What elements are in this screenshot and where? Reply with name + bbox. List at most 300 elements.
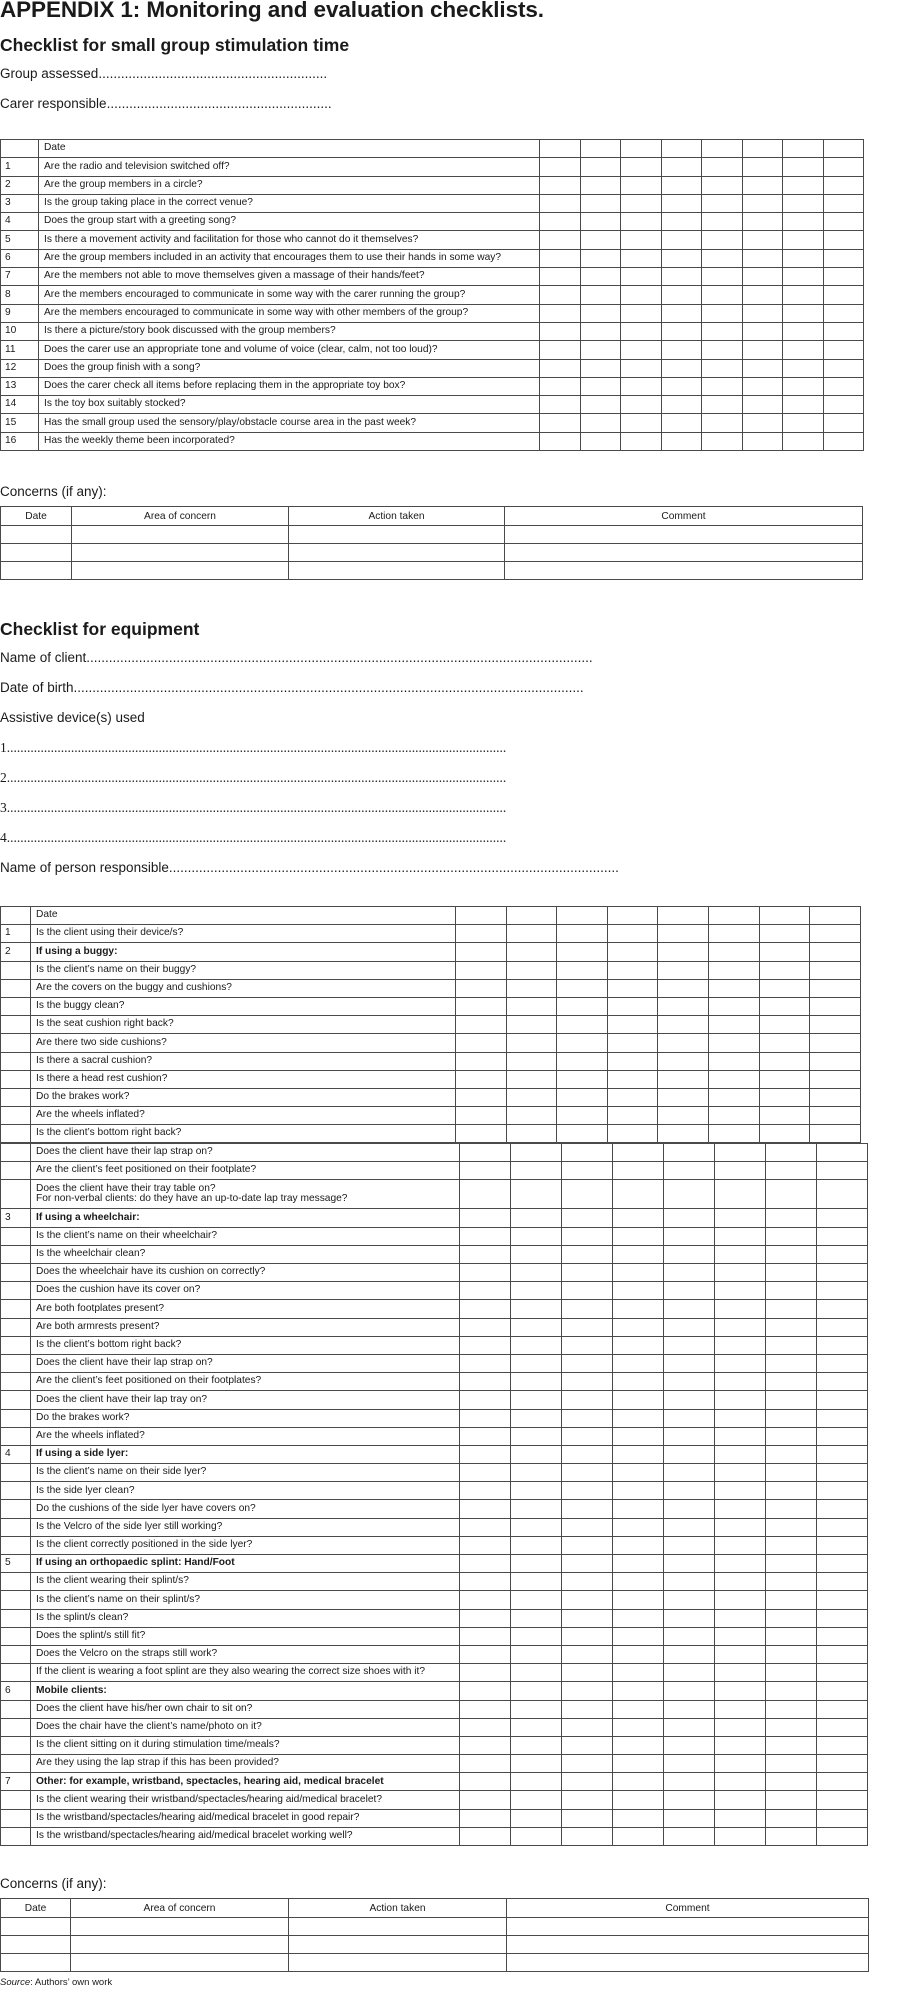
check-cell[interactable] <box>613 1809 664 1827</box>
check-cell[interactable] <box>664 1445 715 1463</box>
check-cell[interactable] <box>613 1209 664 1227</box>
date-cell[interactable] <box>621 140 662 158</box>
check-cell[interactable] <box>702 194 743 212</box>
check-cell[interactable] <box>460 1791 511 1809</box>
field-blank[interactable]: .................................................................................................................................................... <box>6 830 507 845</box>
check-cell[interactable] <box>456 943 507 961</box>
check-cell[interactable] <box>621 286 662 304</box>
check-cell[interactable] <box>783 249 824 267</box>
check-cell[interactable] <box>613 1755 664 1773</box>
check-cell[interactable] <box>580 249 621 267</box>
check-cell[interactable] <box>658 1088 709 1106</box>
check-cell[interactable] <box>702 158 743 176</box>
check-cell[interactable] <box>511 1573 562 1591</box>
concerns-cell-area[interactable] <box>71 1954 289 1972</box>
check-cell[interactable] <box>664 1573 715 1591</box>
check-cell[interactable] <box>580 213 621 231</box>
check-cell[interactable] <box>759 1088 810 1106</box>
field-blank[interactable]: .................................................................................................................................................... <box>6 740 507 755</box>
date-cell[interactable] <box>783 140 824 158</box>
check-cell[interactable] <box>715 1809 766 1827</box>
check-cell[interactable] <box>715 1791 766 1809</box>
check-cell[interactable] <box>715 1245 766 1263</box>
check-cell[interactable] <box>661 396 702 414</box>
check-cell[interactable] <box>460 1718 511 1736</box>
check-cell[interactable] <box>613 1536 664 1554</box>
equipment-field[interactable] <box>0 830 506 846</box>
check-cell[interactable] <box>580 304 621 322</box>
check-cell[interactable] <box>702 176 743 194</box>
check-cell[interactable] <box>506 943 557 961</box>
check-cell[interactable] <box>817 1736 868 1754</box>
check-cell[interactable] <box>511 1409 562 1427</box>
check-cell[interactable] <box>460 1609 511 1627</box>
check-cell[interactable] <box>702 304 743 322</box>
check-cell[interactable] <box>562 1536 613 1554</box>
check-cell[interactable] <box>607 1107 658 1125</box>
check-cell[interactable] <box>817 1755 868 1773</box>
check-cell[interactable] <box>540 414 581 432</box>
check-cell[interactable] <box>562 1300 613 1318</box>
concerns-cell-comment[interactable] <box>505 526 863 544</box>
check-cell[interactable] <box>810 979 861 997</box>
check-cell[interactable] <box>456 925 507 943</box>
check-cell[interactable] <box>715 1609 766 1627</box>
check-cell[interactable] <box>661 304 702 322</box>
check-cell[interactable] <box>759 1107 810 1125</box>
check-cell[interactable] <box>664 1591 715 1609</box>
date-cell[interactable] <box>506 907 557 925</box>
check-cell[interactable] <box>702 286 743 304</box>
check-cell[interactable] <box>817 1162 868 1180</box>
check-cell[interactable] <box>715 1591 766 1609</box>
check-cell[interactable] <box>708 1088 759 1106</box>
check-cell[interactable] <box>759 961 810 979</box>
field-blank[interactable]: ............................................................ <box>106 96 332 111</box>
check-cell[interactable] <box>810 1052 861 1070</box>
check-cell[interactable] <box>511 1518 562 1536</box>
check-cell[interactable] <box>661 176 702 194</box>
check-cell[interactable] <box>664 1373 715 1391</box>
check-cell[interactable] <box>664 1180 715 1209</box>
check-cell[interactable] <box>823 414 864 432</box>
check-cell[interactable] <box>823 432 864 450</box>
check-cell[interactable] <box>621 414 662 432</box>
check-cell[interactable] <box>511 1755 562 1773</box>
check-cell[interactable] <box>817 1427 868 1445</box>
check-cell[interactable] <box>766 1300 817 1318</box>
check-cell[interactable] <box>540 231 581 249</box>
check-cell[interactable] <box>562 1791 613 1809</box>
check-cell[interactable] <box>460 1809 511 1827</box>
check-cell[interactable] <box>817 1464 868 1482</box>
date-cell[interactable] <box>742 140 783 158</box>
check-cell[interactable] <box>759 943 810 961</box>
check-cell[interactable] <box>766 1427 817 1445</box>
check-cell[interactable] <box>708 1034 759 1052</box>
check-cell[interactable] <box>460 1573 511 1591</box>
check-cell[interactable] <box>511 1300 562 1318</box>
check-cell[interactable] <box>540 213 581 231</box>
check-cell[interactable] <box>823 359 864 377</box>
check-cell[interactable] <box>562 1354 613 1372</box>
check-cell[interactable] <box>817 1518 868 1536</box>
check-cell[interactable] <box>607 943 658 961</box>
check-cell[interactable] <box>557 943 608 961</box>
date-cell[interactable] <box>708 907 759 925</box>
check-cell[interactable] <box>613 1555 664 1573</box>
field-blank[interactable]: ........................................................................................................................................ <box>73 680 584 695</box>
check-cell[interactable] <box>817 1536 868 1554</box>
check-cell[interactable] <box>823 231 864 249</box>
check-cell[interactable] <box>664 1645 715 1663</box>
check-cell[interactable] <box>783 213 824 231</box>
check-cell[interactable] <box>562 1227 613 1245</box>
check-cell[interactable] <box>621 341 662 359</box>
check-cell[interactable] <box>817 1245 868 1263</box>
check-cell[interactable] <box>607 961 658 979</box>
check-cell[interactable] <box>562 1682 613 1700</box>
check-cell[interactable] <box>661 213 702 231</box>
check-cell[interactable] <box>557 1088 608 1106</box>
check-cell[interactable] <box>621 322 662 340</box>
check-cell[interactable] <box>810 961 861 979</box>
date-cell[interactable] <box>607 907 658 925</box>
check-cell[interactable] <box>742 194 783 212</box>
check-cell[interactable] <box>715 1827 766 1845</box>
check-cell[interactable] <box>664 1318 715 1336</box>
check-cell[interactable] <box>613 1264 664 1282</box>
check-cell[interactable] <box>783 341 824 359</box>
check-cell[interactable] <box>607 1125 658 1143</box>
check-cell[interactable] <box>766 1791 817 1809</box>
check-cell[interactable] <box>511 1318 562 1336</box>
check-cell[interactable] <box>621 304 662 322</box>
check-cell[interactable] <box>562 1264 613 1282</box>
check-cell[interactable] <box>742 231 783 249</box>
check-cell[interactable] <box>511 1162 562 1180</box>
check-cell[interactable] <box>708 1016 759 1034</box>
check-cell[interactable] <box>613 1664 664 1682</box>
check-cell[interactable] <box>540 194 581 212</box>
check-cell[interactable] <box>766 1627 817 1645</box>
check-cell[interactable] <box>562 1409 613 1427</box>
check-cell[interactable] <box>661 359 702 377</box>
check-cell[interactable] <box>557 1034 608 1052</box>
check-cell[interactable] <box>766 1536 817 1554</box>
date-cell[interactable] <box>456 907 507 925</box>
check-cell[interactable] <box>607 1052 658 1070</box>
check-cell[interactable] <box>715 1300 766 1318</box>
check-cell[interactable] <box>715 1500 766 1518</box>
check-cell[interactable] <box>783 176 824 194</box>
check-cell[interactable] <box>456 1070 507 1088</box>
check-cell[interactable] <box>715 1336 766 1354</box>
check-cell[interactable] <box>823 286 864 304</box>
check-cell[interactable] <box>456 997 507 1015</box>
check-cell[interactable] <box>613 1482 664 1500</box>
check-cell[interactable] <box>766 1354 817 1372</box>
check-cell[interactable] <box>702 396 743 414</box>
date-cell[interactable] <box>658 907 709 925</box>
check-cell[interactable] <box>456 979 507 997</box>
check-cell[interactable] <box>664 1627 715 1645</box>
check-cell[interactable] <box>766 1645 817 1663</box>
check-cell[interactable] <box>460 1409 511 1427</box>
check-cell[interactable] <box>460 1336 511 1354</box>
check-cell[interactable] <box>766 1336 817 1354</box>
check-cell[interactable] <box>562 1627 613 1645</box>
check-cell[interactable] <box>580 322 621 340</box>
check-cell[interactable] <box>613 1391 664 1409</box>
check-cell[interactable] <box>817 1354 868 1372</box>
check-cell[interactable] <box>506 997 557 1015</box>
check-cell[interactable] <box>506 1034 557 1052</box>
check-cell[interactable] <box>766 1664 817 1682</box>
check-cell[interactable] <box>540 432 581 450</box>
check-cell[interactable] <box>540 158 581 176</box>
check-cell[interactable] <box>511 1209 562 1227</box>
check-cell[interactable] <box>766 1180 817 1209</box>
check-cell[interactable] <box>810 943 861 961</box>
check-cell[interactable] <box>742 304 783 322</box>
check-cell[interactable] <box>742 213 783 231</box>
check-cell[interactable] <box>506 1088 557 1106</box>
check-cell[interactable] <box>664 1409 715 1427</box>
check-cell[interactable] <box>511 1427 562 1445</box>
check-cell[interactable] <box>460 1318 511 1336</box>
field-blank[interactable]: ............................................................. <box>98 66 328 81</box>
check-cell[interactable] <box>621 249 662 267</box>
check-cell[interactable] <box>661 194 702 212</box>
check-cell[interactable] <box>664 1791 715 1809</box>
check-cell[interactable] <box>613 1500 664 1518</box>
check-cell[interactable] <box>621 194 662 212</box>
check-cell[interactable] <box>742 286 783 304</box>
check-cell[interactable] <box>613 1827 664 1845</box>
check-cell[interactable] <box>511 1682 562 1700</box>
check-cell[interactable] <box>621 176 662 194</box>
check-cell[interactable] <box>621 213 662 231</box>
check-cell[interactable] <box>613 1573 664 1591</box>
check-cell[interactable] <box>511 1391 562 1409</box>
check-cell[interactable] <box>460 1445 511 1463</box>
check-cell[interactable] <box>607 979 658 997</box>
check-cell[interactable] <box>708 1107 759 1125</box>
check-cell[interactable] <box>817 1645 868 1663</box>
check-cell[interactable] <box>456 1034 507 1052</box>
equipment-field[interactable] <box>0 770 506 786</box>
check-cell[interactable] <box>823 341 864 359</box>
check-cell[interactable] <box>742 176 783 194</box>
check-cell[interactable] <box>511 1645 562 1663</box>
check-cell[interactable] <box>702 359 743 377</box>
check-cell[interactable] <box>664 1555 715 1573</box>
check-cell[interactable] <box>658 979 709 997</box>
check-cell[interactable] <box>810 1088 861 1106</box>
check-cell[interactable] <box>783 359 824 377</box>
check-cell[interactable] <box>759 979 810 997</box>
check-cell[interactable] <box>817 1373 868 1391</box>
check-cell[interactable] <box>766 1209 817 1227</box>
check-cell[interactable] <box>511 1282 562 1300</box>
check-cell[interactable] <box>715 1573 766 1591</box>
check-cell[interactable] <box>823 268 864 286</box>
check-cell[interactable] <box>664 1755 715 1773</box>
date-cell[interactable] <box>557 907 608 925</box>
date-cell[interactable] <box>823 140 864 158</box>
check-cell[interactable] <box>460 1144 511 1162</box>
check-cell[interactable] <box>708 943 759 961</box>
check-cell[interactable] <box>664 1736 715 1754</box>
check-cell[interactable] <box>664 1500 715 1518</box>
check-cell[interactable] <box>506 1107 557 1125</box>
check-cell[interactable] <box>621 432 662 450</box>
check-cell[interactable] <box>823 194 864 212</box>
check-cell[interactable] <box>817 1573 868 1591</box>
check-cell[interactable] <box>506 961 557 979</box>
check-cell[interactable] <box>562 1555 613 1573</box>
check-cell[interactable] <box>817 1827 868 1845</box>
check-cell[interactable] <box>658 1034 709 1052</box>
check-cell[interactable] <box>613 1609 664 1627</box>
check-cell[interactable] <box>708 997 759 1015</box>
check-cell[interactable] <box>613 1336 664 1354</box>
check-cell[interactable] <box>511 1264 562 1282</box>
check-cell[interactable] <box>702 231 743 249</box>
check-cell[interactable] <box>766 1227 817 1245</box>
check-cell[interactable] <box>783 268 824 286</box>
concerns-cell-action[interactable] <box>289 1954 507 1972</box>
check-cell[interactable] <box>511 1555 562 1573</box>
concerns-cell-comment[interactable] <box>505 544 863 562</box>
check-cell[interactable] <box>540 341 581 359</box>
concerns-cell-action[interactable] <box>289 1918 507 1936</box>
date-cell[interactable] <box>661 140 702 158</box>
check-cell[interactable] <box>580 286 621 304</box>
date-cell[interactable] <box>759 907 810 925</box>
concerns-cell-comment[interactable] <box>507 1918 869 1936</box>
check-cell[interactable] <box>766 1773 817 1791</box>
check-cell[interactable] <box>540 396 581 414</box>
check-cell[interactable] <box>715 1227 766 1245</box>
check-cell[interactable] <box>562 1827 613 1845</box>
check-cell[interactable] <box>817 1282 868 1300</box>
check-cell[interactable] <box>562 1591 613 1609</box>
check-cell[interactable] <box>766 1162 817 1180</box>
check-cell[interactable] <box>658 1125 709 1143</box>
check-cell[interactable] <box>766 1318 817 1336</box>
check-cell[interactable] <box>562 1773 613 1791</box>
check-cell[interactable] <box>511 1627 562 1645</box>
check-cell[interactable] <box>715 1700 766 1718</box>
check-cell[interactable] <box>562 1573 613 1591</box>
check-cell[interactable] <box>715 1427 766 1445</box>
check-cell[interactable] <box>621 268 662 286</box>
check-cell[interactable] <box>661 249 702 267</box>
check-cell[interactable] <box>557 979 608 997</box>
check-cell[interactable] <box>562 1482 613 1500</box>
check-cell[interactable] <box>702 249 743 267</box>
check-cell[interactable] <box>810 1125 861 1143</box>
check-cell[interactable] <box>810 925 861 943</box>
check-cell[interactable] <box>664 1664 715 1682</box>
check-cell[interactable] <box>460 1300 511 1318</box>
check-cell[interactable] <box>817 1609 868 1627</box>
check-cell[interactable] <box>540 359 581 377</box>
check-cell[interactable] <box>562 1664 613 1682</box>
check-cell[interactable] <box>817 1409 868 1427</box>
check-cell[interactable] <box>562 1318 613 1336</box>
check-cell[interactable] <box>460 1373 511 1391</box>
check-cell[interactable] <box>658 1107 709 1125</box>
check-cell[interactable] <box>715 1664 766 1682</box>
check-cell[interactable] <box>562 1336 613 1354</box>
check-cell[interactable] <box>715 1718 766 1736</box>
check-cell[interactable] <box>702 414 743 432</box>
check-cell[interactable] <box>456 961 507 979</box>
check-cell[interactable] <box>702 341 743 359</box>
date-cell[interactable] <box>810 907 861 925</box>
check-cell[interactable] <box>540 286 581 304</box>
check-cell[interactable] <box>664 1300 715 1318</box>
check-cell[interactable] <box>460 1162 511 1180</box>
check-cell[interactable] <box>511 1373 562 1391</box>
check-cell[interactable] <box>708 1070 759 1088</box>
check-cell[interactable] <box>460 1227 511 1245</box>
check-cell[interactable] <box>664 1482 715 1500</box>
check-cell[interactable] <box>613 1445 664 1463</box>
check-cell[interactable] <box>817 1627 868 1645</box>
check-cell[interactable] <box>664 1245 715 1263</box>
check-cell[interactable] <box>715 1773 766 1791</box>
check-cell[interactable] <box>661 414 702 432</box>
check-cell[interactable] <box>613 1700 664 1718</box>
check-cell[interactable] <box>460 1827 511 1845</box>
check-cell[interactable] <box>506 1052 557 1070</box>
check-cell[interactable] <box>817 1718 868 1736</box>
check-cell[interactable] <box>460 1664 511 1682</box>
check-cell[interactable] <box>613 1227 664 1245</box>
equipment-field[interactable] <box>0 860 619 875</box>
check-cell[interactable] <box>661 341 702 359</box>
check-cell[interactable] <box>506 1070 557 1088</box>
check-cell[interactable] <box>742 341 783 359</box>
check-cell[interactable] <box>460 1264 511 1282</box>
check-cell[interactable] <box>580 359 621 377</box>
check-cell[interactable] <box>613 1282 664 1300</box>
concerns-cell-action[interactable] <box>289 562 505 580</box>
check-cell[interactable] <box>580 176 621 194</box>
check-cell[interactable] <box>715 1682 766 1700</box>
check-cell[interactable] <box>511 1445 562 1463</box>
check-cell[interactable] <box>664 1773 715 1791</box>
equipment-field[interactable] <box>0 800 506 816</box>
check-cell[interactable] <box>823 249 864 267</box>
equipment-field[interactable] <box>0 680 584 695</box>
check-cell[interactable] <box>715 1282 766 1300</box>
check-cell[interactable] <box>759 1016 810 1034</box>
check-cell[interactable] <box>580 194 621 212</box>
check-cell[interactable] <box>817 1555 868 1573</box>
check-cell[interactable] <box>562 1718 613 1736</box>
check-cell[interactable] <box>460 1500 511 1518</box>
check-cell[interactable] <box>460 1627 511 1645</box>
check-cell[interactable] <box>613 1300 664 1318</box>
date-cell[interactable] <box>540 140 581 158</box>
check-cell[interactable] <box>708 1052 759 1070</box>
check-cell[interactable] <box>511 1609 562 1627</box>
